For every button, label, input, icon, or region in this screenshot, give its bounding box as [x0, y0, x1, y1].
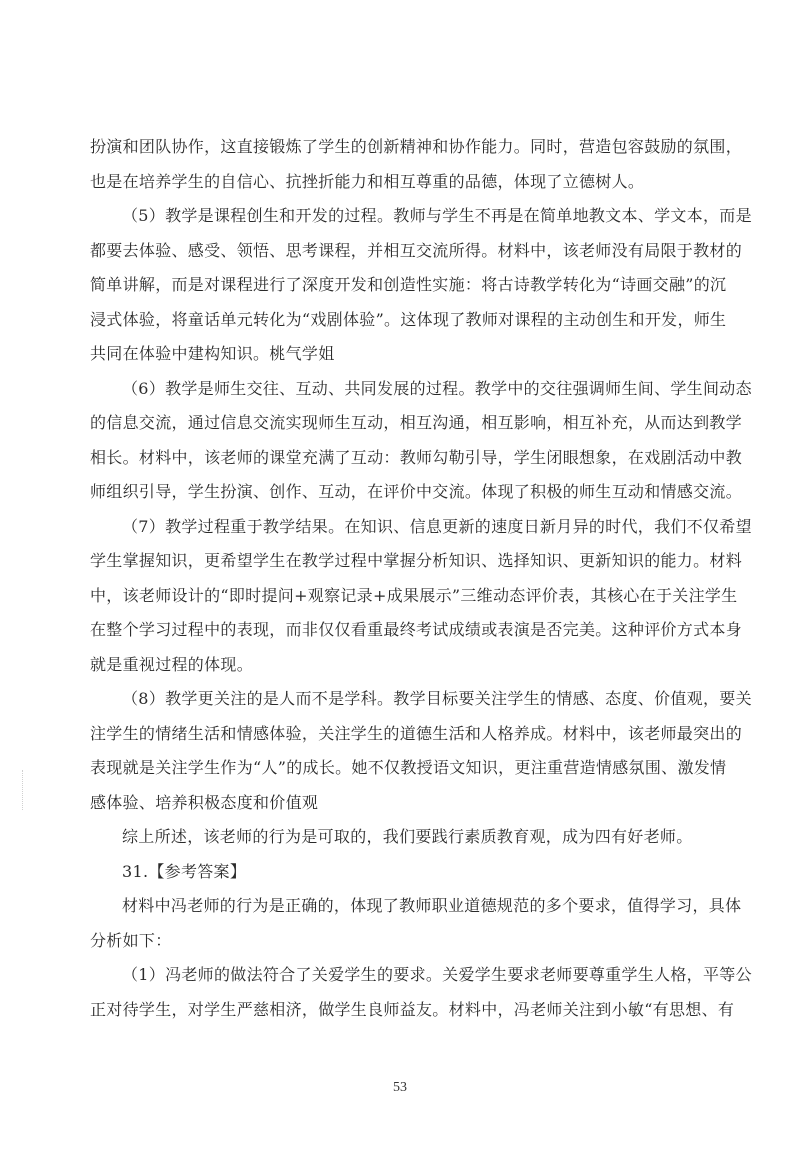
- text-line: （1）冯老师的做法符合了关爱学生的要求。关爱学生要求老师要尊重学生人格，平等公: [122, 965, 752, 984]
- text-line: （5）教学是课程创生和开发的过程。教师与学生不再是在简单地教文本、学文本，而是: [122, 206, 752, 225]
- text-line: 的信息交流，通过信息交流实现师生互动，相互沟通，相互影响，相互补充，从而达到教学: [90, 413, 743, 432]
- scan-margin-mark: [22, 770, 26, 810]
- text-line: 也是在培养学生的自信心、抗挫折能力和相互尊重的品德，体现了立德树人。: [90, 171, 645, 191]
- text-line: 31.【参考答案】: [122, 861, 247, 881]
- text-line: 在整个学习过程中的表现，而非仅仅看重最终考试成绩或表演是否完美。这种评价方式本身: [90, 620, 743, 639]
- text-line: 综上所述，该老师的行为是可取的，我们要践行素质教育观，成为四有好老师。: [122, 827, 693, 846]
- text-line: 浸式体验，将童话单元转化为“戏剧体验”。这体现了教师对课程的主动创生和开发，师生: [90, 309, 727, 329]
- text-line: （8）教学更关注的是人而不是学科。教学目标要关注学生的情感、态度、价值观，要关: [122, 689, 752, 708]
- text-line: 材料中冯老师的行为是正确的，体现了教师职业道德规范的多个要求，值得学习，具体: [122, 896, 742, 915]
- text-line: 中，该老师设计的“即时提问+观察记录+成果展示”三维动态评价表，其核心在于关注学生: [90, 585, 738, 605]
- text-line: 师组织引导，学生扮演、创作、互动，在评价中交流。体现了积极的师生互动和情感交流。: [90, 482, 743, 501]
- text-line: 扮演和团队协作，这直接锻炼了学生的创新精神和协作能力。同时，营造包容鼓励的氛围，: [90, 137, 743, 156]
- text-line: 学生掌握知识，更希望学生在教学过程中掌握分析知识、选择知识、更新知识的能力。材料: [90, 551, 743, 570]
- text-line: 共同在体验中建构知识。桃气学姐: [90, 344, 335, 363]
- text-line: 表现就是关注学生作为“人”的成长。她不仅教授语文知识，更注重营造情感氛围、激发情: [90, 758, 727, 777]
- text-line: （6）教学是师生交往、互动、共同发展的过程。教学中的交往强调师生间、学生间动态: [122, 378, 752, 398]
- text-line: 注学生的情绪生活和情感体验，关注学生的道德生活和人格养成。材料中，该老师最突出的: [90, 723, 743, 743]
- body-text: [90, 130, 752, 1027]
- text-line: 就是重视过程的体现。: [90, 654, 254, 674]
- text-line: 相长。材料中，该老师的课堂充满了互动：教师勾勒引导，学生闭眼想象，在戏剧活动中教: [90, 447, 743, 467]
- text-line: （7）教学过程重于教学结果。在知识、信息更新的速度日新月异的时代，我们不仅希望: [122, 516, 752, 536]
- text-line: 简单讲解，而是对课程进行了深度开发和创造性实施：将古诗教学转化为“诗画交融”的沉: [90, 275, 727, 294]
- text-line: 感体验、培养积极态度和价值观: [90, 792, 319, 812]
- text-line: 都要去体验、感受、领悟、思考课程，并相互交流所得。材料中，该老师没有局限于教材的: [90, 240, 743, 260]
- text-line: 正对待学生，对学生严慈相济，做学生良师益友。材料中，冯老师关注到小敏“有思想、有: [90, 999, 735, 1019]
- page-number: 53: [393, 1080, 407, 1095]
- text-line: 分析如下：: [90, 930, 172, 950]
